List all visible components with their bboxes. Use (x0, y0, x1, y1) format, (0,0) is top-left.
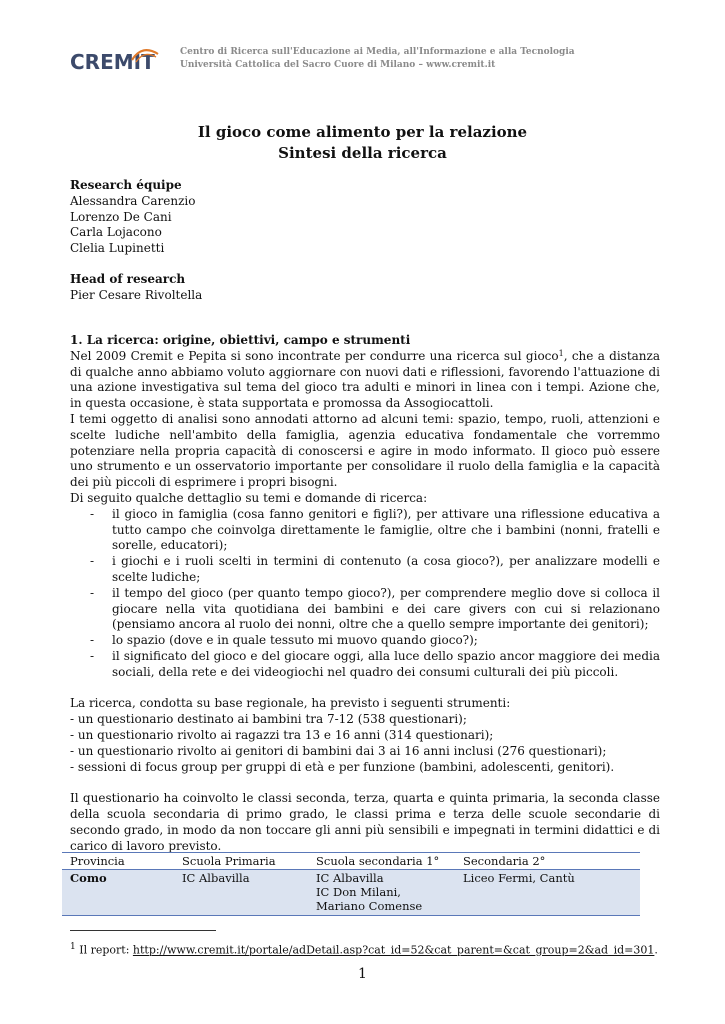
table-cell-secondaria-2: Liceo Fermi, Cantù (455, 870, 640, 916)
equipe-member: Alessandra Carenzio (70, 193, 196, 208)
paragraph-4: La ricerca, condotta su base regionale, ha previsto i seguenti strumenti: (70, 696, 511, 711)
logo-arc-icon (128, 46, 162, 76)
institution-line-2: Università Cattolica del Sacro Cuore di Milano – www.cremit.it (180, 60, 496, 70)
cell-line: IC Albavilla (316, 871, 384, 885)
page-number: 1 (358, 966, 367, 982)
head-of-research-block (70, 272, 660, 304)
paragraph-1-start: Nel 2009 Cremit e Pepita si sono incontrate per condurre una ricerca sul gioco (70, 348, 559, 363)
list-item: - il gioco in famiglia (cosa fanno genitori e figli?), per attivare una riflessione educativa a tutto campo che coinvolga direttamente le famiglie, oltre che i bambini (nonni, fratelli e sorelle, educatori); (70, 507, 660, 554)
cell-line: IC Don Milani, Mariano Comense (316, 885, 423, 913)
table-row (62, 870, 640, 916)
footnote-separator (70, 930, 216, 931)
footnote-number: 1 (70, 942, 76, 952)
cremit-logo (70, 46, 160, 76)
research-topics-list (70, 507, 660, 681)
institution-line-1: Centro di Ricerca sull'Educazione ai Media, all'Informazione e alla Tecnologia (180, 47, 575, 57)
table-header-row (62, 853, 640, 870)
footnote-ref[interactable]: 1 (558, 348, 564, 358)
list-item: - il tempo del gioco (per quanto tempo gioco?), per comprendere meglio dove si colloca il giocare nella vita quotidiana dei bambini e dei care givers con cui si relazionano (pensiamo ancora al ruolo dei nonni, oltre che a quello sempre importante dei genitori); (70, 586, 660, 633)
paragraph-3: Di seguito qualche dettaglio su temi e domande di ricerca: (70, 490, 428, 505)
document-title (0, 122, 725, 164)
paragraph-2: I temi oggetto di analisi sono annodati attorno ad alcuni temi: spazio, tempo, ruoli, attenzioni e scelte ludiche nell'ambito della famiglia, agenzia educativa fondamentale che vorremmo potenziare nella propria capacità di conoscersi e agire in modo informato. Il gioco può essere uno strumento e un osservatorio importante per consolidare il ruolo della famiglia e la capacità dei più piccoli di esprimere i propri bisogni. (70, 411, 660, 490)
table-cell-provincia: Como (62, 870, 174, 916)
equipe-heading: Research équipe (70, 178, 182, 192)
title-line-1: Il gioco come alimento per la relazione (197, 123, 528, 141)
footnote (70, 940, 670, 958)
footnote-label: Il report: (75, 943, 133, 957)
equipe-member: Lorenzo De Cani (70, 209, 172, 224)
table-cell-primaria: IC Albavilla (174, 870, 308, 916)
equipe-block (70, 178, 660, 257)
list-item: - i giochi e i ruoli scelti in termini di contenuto (a cosa gioco?), per analizzare modelli e scelte ludiche; (70, 554, 660, 586)
head-heading: Head of research (70, 272, 186, 286)
section-heading: 1. La ricerca: origine, obiettivi, campo e strumenti (70, 333, 411, 347)
paragraph-5: Il questionario ha coinvolto le classi seconda, terza, quarta e quinta primaria, la seconda classe della scuola secondaria di primo grado, le classi prima e terza delle scuole secondarie di secondo grado, in modo da non toccare gli anni più sensibili e impegnati in termini didattici e di carico di lavoro previsto. (70, 791, 660, 853)
list-item: - lo spazio (dove e in quale tessuto mi muovo quando gioco?); (70, 633, 660, 649)
paragraph-1 (70, 349, 660, 412)
tool-item: - un questionario rivolto ai genitori di bambini dai 3 ai 16 anni inclusi (276 questionari); (70, 743, 607, 758)
table-header: Scuola Primaria (174, 853, 308, 870)
table-cell-secondaria-1 (308, 870, 455, 916)
title-line-2: Sintesi della ricerca (278, 144, 447, 162)
tool-item: - un questionario rivolto ai ragazzi tra 13 e 16 anni (314 questionari); (70, 727, 494, 742)
footnote-end: . (654, 943, 658, 957)
table-header: Secondaria 2° (455, 853, 640, 870)
head-name: Pier Cesare Rivoltella (70, 287, 203, 302)
paragraph-1-end: , che a distanza di qualche anno abbiamo voluto aggiornare con nuovi dati e riflessioni, favorendo l'attuazione di una azione investigativa sul tema del gioco tra adulti e minori in linea con i tempi. Azione che, in questa occasione, è stata supportata e promossa da Assogiocattoli. (70, 348, 661, 411)
report-link[interactable]: http://www.cremit.it/portale/adDetail.asp?cat_id=52&cat_parent=&cat_group=2&ad_id=301 (132, 943, 655, 957)
table-header: Scuola secondaria 1° (308, 853, 455, 870)
institution-header (180, 46, 575, 72)
equipe-member: Clelia Lupinetti (70, 241, 165, 256)
equipe-member: Carla Lojacono (70, 225, 162, 240)
list-item: - il significato del gioco e del giocare oggi, alla luce dello spazio ancor maggiore dei media sociali, della rete e dei videogiochi nel quadro dei consumi culturali dei più piccoli. (70, 649, 660, 681)
table-header: Provincia (62, 853, 174, 870)
logo-text: CREMIT (70, 50, 155, 74)
tool-item: - sessioni di focus group per gruppi di età e per funzione (bambini, adolescenti, genitori). (70, 759, 615, 774)
section-1 (70, 333, 660, 854)
tool-item: - un questionario destinato ai bambini tra 7-12 (538 questionari); (70, 712, 467, 727)
schools-table (62, 852, 640, 916)
